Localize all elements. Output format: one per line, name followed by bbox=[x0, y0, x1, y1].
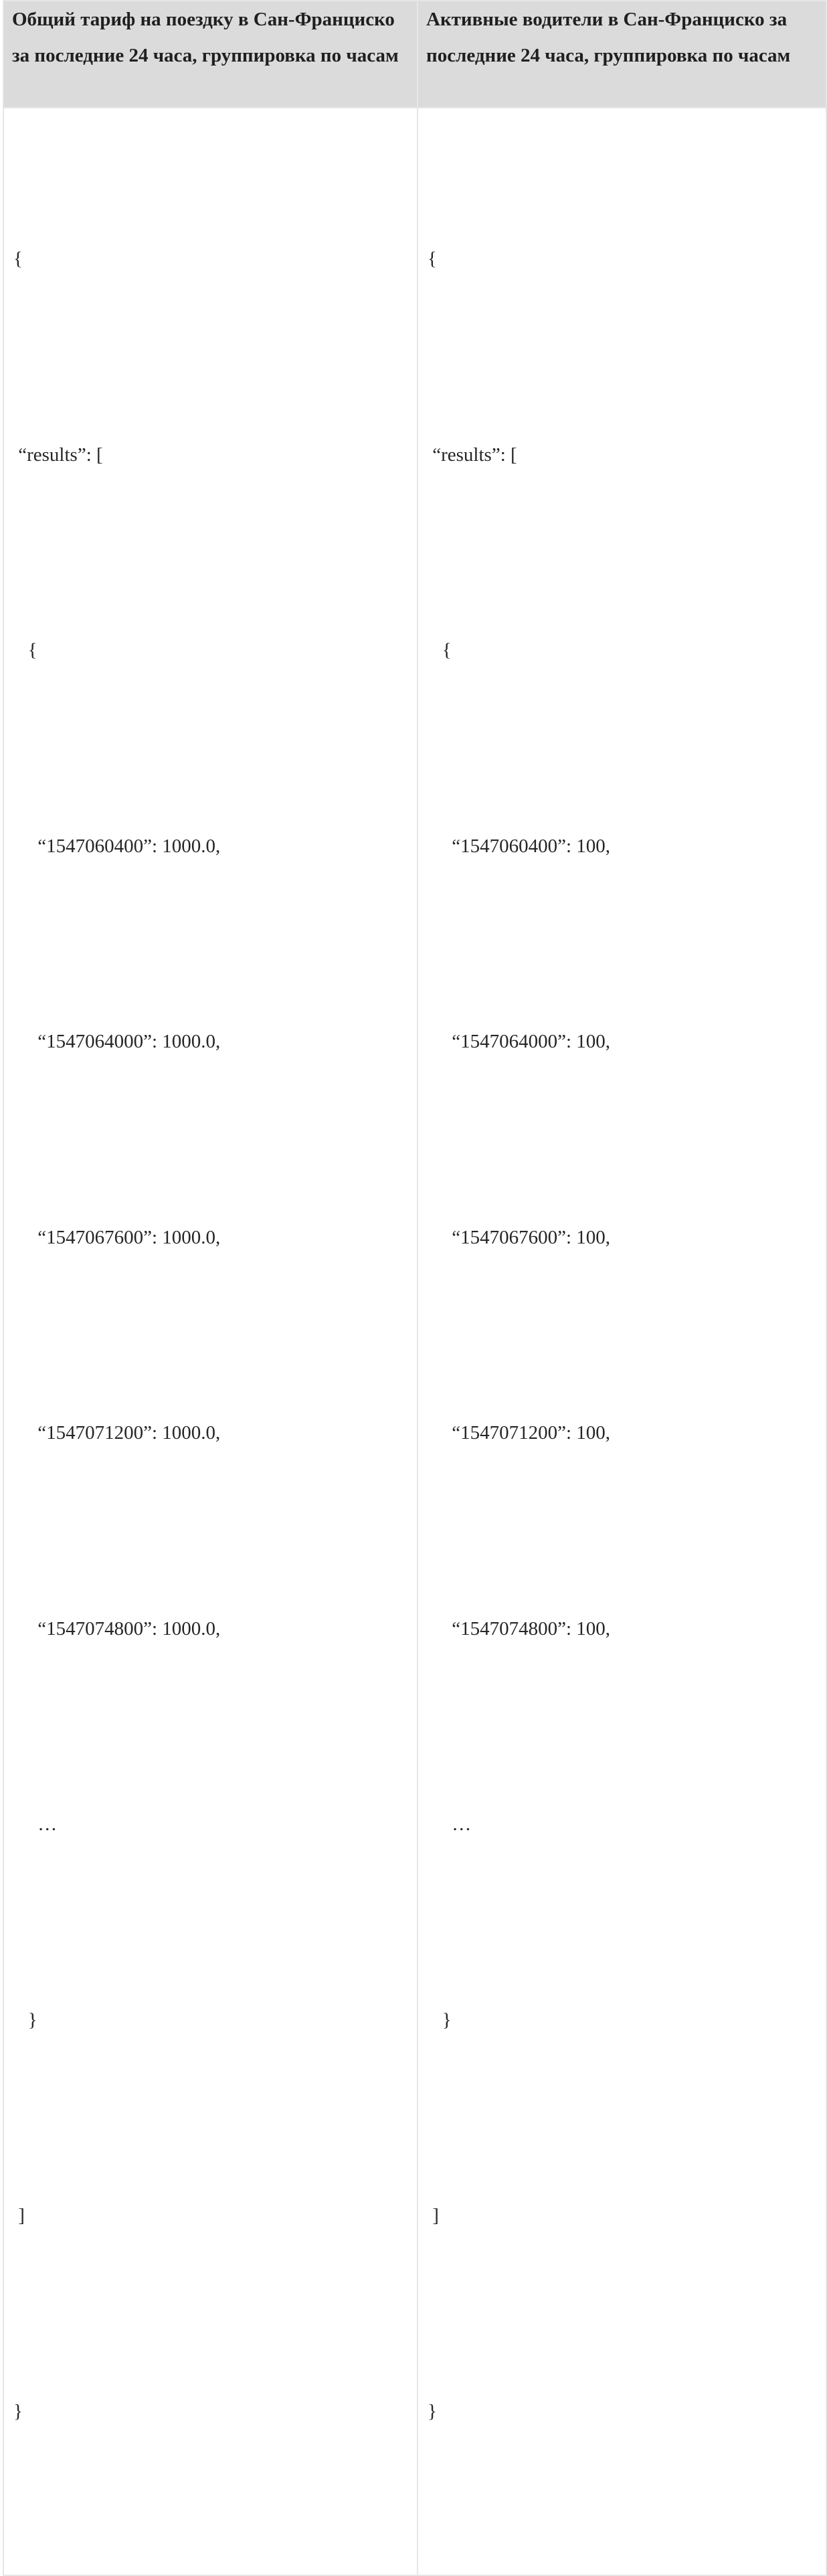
code-line: “1547060400”: 1000.0, bbox=[13, 835, 221, 857]
code-line: ] bbox=[13, 2205, 25, 2226]
column-header-text: Общий тариф на поездку в Сан-Франциско за последние 24 часа, группировка по часам bbox=[12, 9, 399, 66]
code-cell-total-fare bbox=[3, 108, 418, 2575]
code-line: “1547071200”: 1000.0, bbox=[13, 1422, 221, 1444]
code-line: “results”: [ bbox=[428, 443, 517, 466]
code-line: { bbox=[428, 248, 437, 270]
column-header-total-fare bbox=[3, 1, 418, 108]
code-line: “1547074800”: 100, bbox=[428, 1617, 611, 1640]
code-line: … bbox=[428, 1813, 472, 1835]
code-line: “1547060400”: 100, bbox=[428, 835, 611, 857]
code-line: ] bbox=[428, 2205, 439, 2226]
code-line: { bbox=[13, 248, 23, 270]
code-line: } bbox=[13, 2400, 23, 2422]
code-line: “1547064000”: 100, bbox=[428, 1031, 611, 1052]
header-row bbox=[3, 1, 826, 108]
code-line: “1547064000”: 1000.0, bbox=[13, 1031, 221, 1052]
code-line: “1547074800”: 1000.0, bbox=[13, 1617, 221, 1640]
json-code-block bbox=[13, 96, 410, 2575]
column-header-active-drivers bbox=[418, 1, 826, 108]
code-line: “1547067600”: 1000.0, bbox=[13, 1226, 221, 1248]
code-line: “1547071200”: 100, bbox=[428, 1422, 611, 1444]
code-line: } bbox=[428, 2009, 452, 2031]
code-line: … bbox=[13, 1813, 58, 1835]
code-cell-active-drivers bbox=[418, 108, 826, 2575]
code-line: “1547067600”: 100, bbox=[428, 1226, 611, 1248]
table-body bbox=[3, 108, 826, 2575]
code-line: } bbox=[428, 2400, 437, 2422]
json-code-block bbox=[428, 96, 819, 2575]
code-line: “results”: [ bbox=[13, 443, 103, 466]
code-line: { bbox=[13, 639, 37, 661]
table-header bbox=[3, 1, 826, 108]
code-line: { bbox=[428, 639, 452, 661]
code-line: } bbox=[13, 2009, 37, 2031]
comparison-table bbox=[3, 0, 827, 2576]
column-header-text: Активные водители в Сан-Франциско за последние 24 часа, группировка по часам bbox=[426, 9, 791, 66]
table-row bbox=[3, 108, 826, 2575]
